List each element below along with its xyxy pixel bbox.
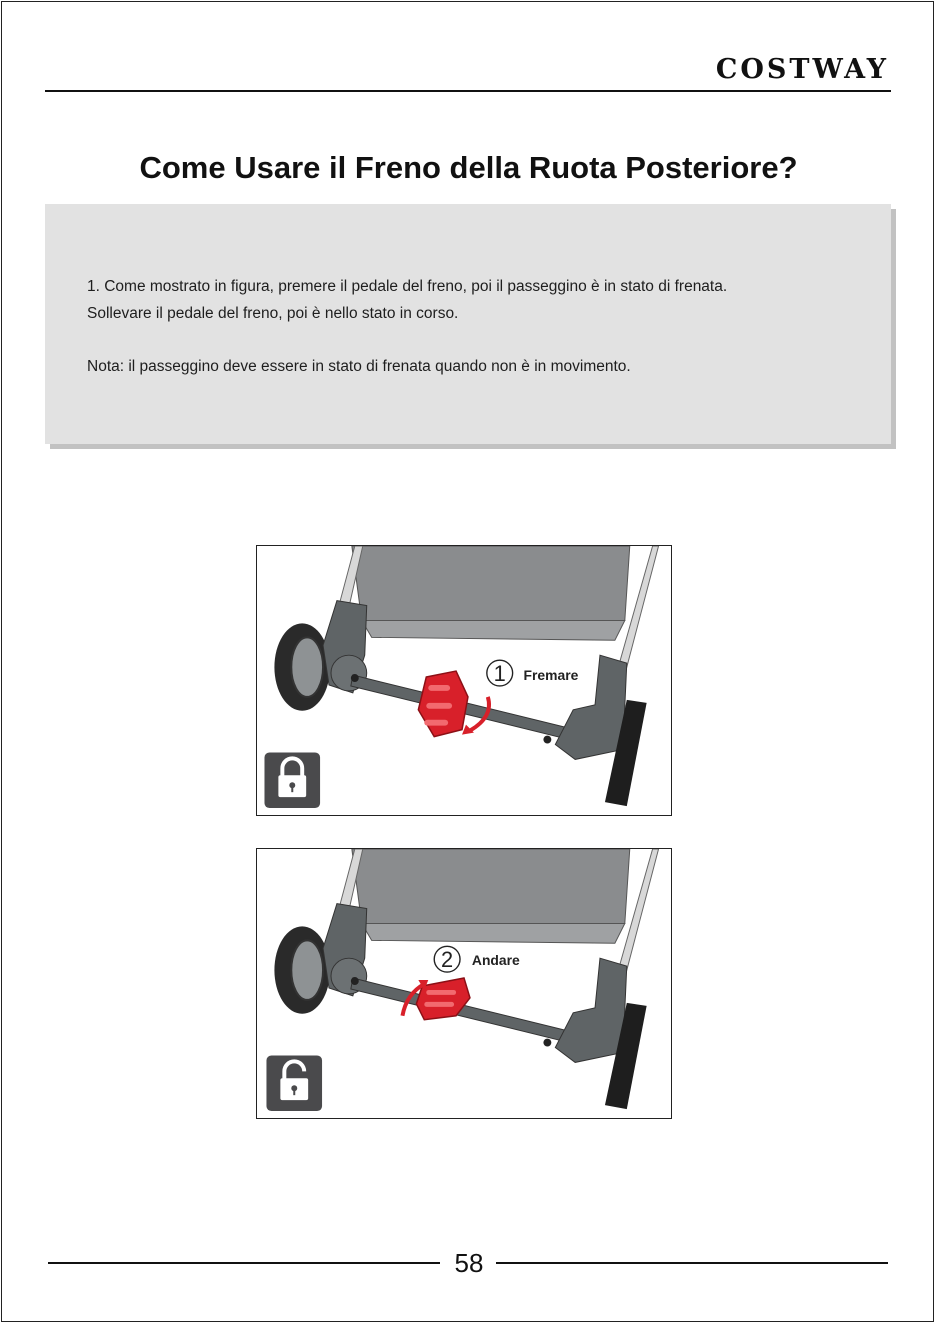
page-number: 58 (454, 1248, 484, 1278)
stroller-brake-illustration (257, 546, 671, 815)
footer-rule-right (496, 1262, 888, 1264)
header-rule (45, 90, 891, 92)
page-title: Come Usare il Freno della Ruota Posteriore? (139, 150, 798, 185)
brand-logo: COSTWAY (715, 54, 889, 85)
lock-open-icon (266, 1055, 322, 1111)
footer-rule-left (48, 1262, 440, 1264)
step-label: Andare (471, 952, 520, 969)
figure-brake-engaged (256, 545, 672, 816)
instruction-line-1: 1. Come mostrato in figura, premere il pedale del freno, poi il passeggino è in stato di frenata. (87, 278, 728, 295)
lock-closed-icon (264, 752, 320, 808)
step-label: Fremare (523, 667, 579, 684)
instructions-box (45, 204, 891, 444)
instruction-line-2: Sollevare il pedale del freno, poi è nello stato in corso. (87, 305, 459, 322)
stroller-release-illustration (257, 849, 671, 1118)
instruction-note: Nota: il passeggino deve essere in stato di frenata quando non è in movimento. (87, 358, 631, 375)
figure-brake-released (256, 848, 672, 1119)
step-number: 2 (441, 947, 454, 973)
step-number: 1 (493, 660, 506, 686)
